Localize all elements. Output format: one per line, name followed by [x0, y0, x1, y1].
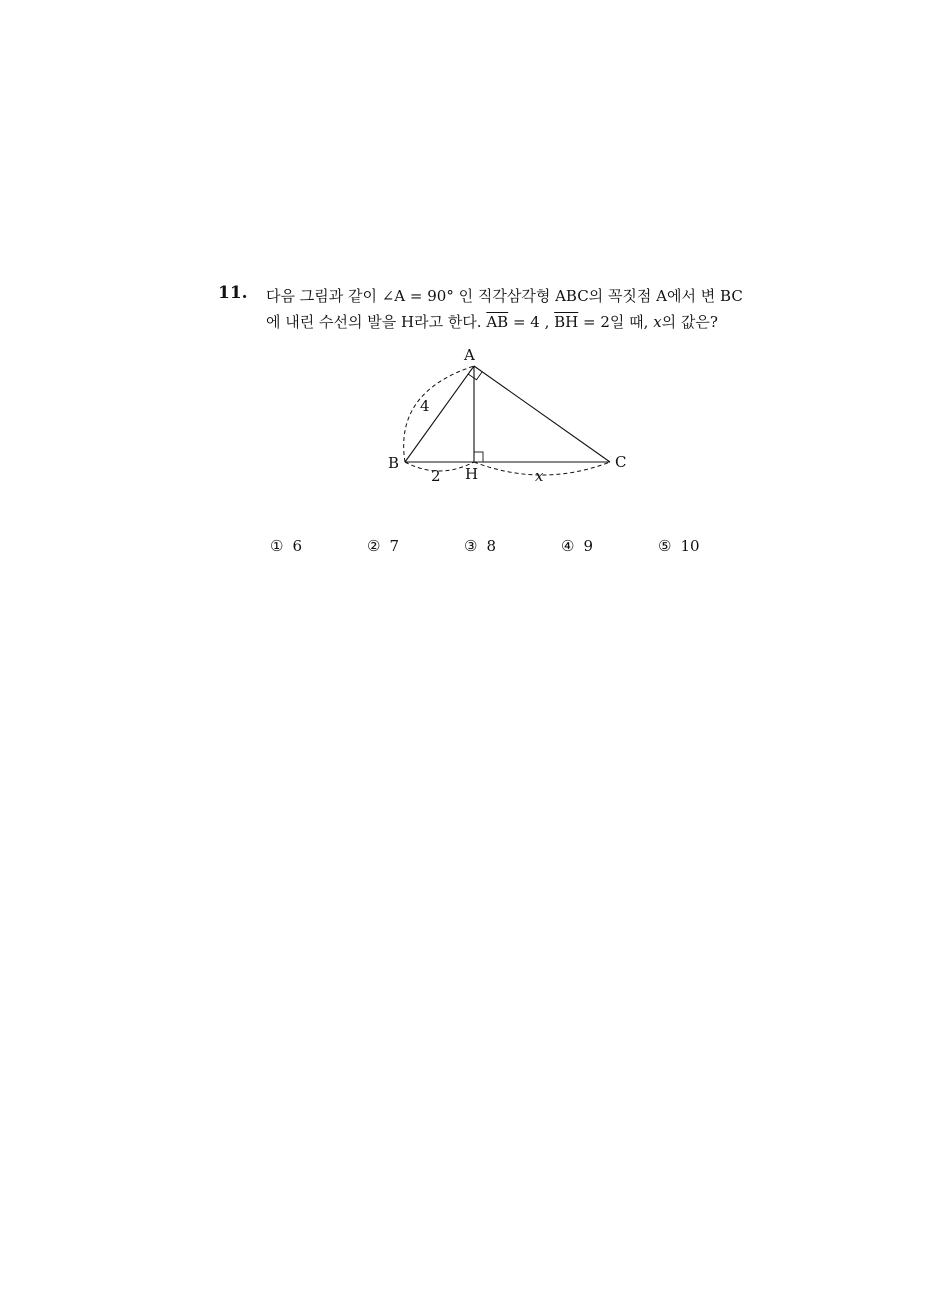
triangle-figure [380, 340, 640, 500]
choice-value: 7 [389, 537, 399, 555]
side-ac [474, 366, 610, 462]
stem-text: 의 값은? [661, 313, 718, 331]
foot-label-h: H [465, 465, 479, 483]
length-label-ab: 4 [420, 397, 430, 415]
choice-marker: ① [270, 537, 284, 555]
stem-text: 에 내린 수선의 발을 H라고 한다. [266, 313, 487, 331]
choice-marker: ③ [464, 537, 478, 555]
choice-marker: ④ [561, 537, 575, 555]
problem-stem-line-2 [266, 311, 718, 332]
stem-text: = 2일 때, [578, 313, 654, 331]
segment-bh-label: $\overline{BH}$ [554, 313, 579, 331]
side-ab [405, 366, 474, 462]
choice-3[interactable] [464, 537, 496, 555]
length-label-hc: x [535, 467, 544, 485]
choice-value: 9 [583, 537, 593, 555]
problem-number: 11. [218, 283, 248, 303]
vertex-label-a: A [464, 346, 475, 364]
choice-value: 8 [486, 537, 496, 555]
vertex-label-c: C [615, 453, 627, 471]
variable-x: x [653, 313, 662, 331]
choice-2[interactable] [367, 537, 399, 555]
choice-4[interactable] [561, 537, 593, 555]
choice-value: 10 [680, 537, 700, 555]
length-label-bh: 2 [431, 467, 441, 485]
choice-5[interactable] [658, 537, 700, 555]
choice-value: 6 [292, 537, 302, 555]
segment-ab-label: $\overline{AB}$ [486, 313, 509, 331]
stem-text: = 4 , [508, 313, 555, 331]
choice-marker: ② [367, 537, 381, 555]
right-angle-mark-h [474, 452, 483, 462]
stem-text: 다음 그림과 같이 ∠A = 90° 인 직각삼각형 ABC의 꼭짓점 A에서 변 BC [266, 287, 743, 305]
problem-stem-line-1 [266, 285, 743, 306]
right-angle-mark-a [468, 372, 482, 380]
choice-1[interactable] [270, 537, 302, 555]
choice-marker: ⑤ [658, 537, 672, 555]
vertex-label-b: B [388, 454, 400, 472]
